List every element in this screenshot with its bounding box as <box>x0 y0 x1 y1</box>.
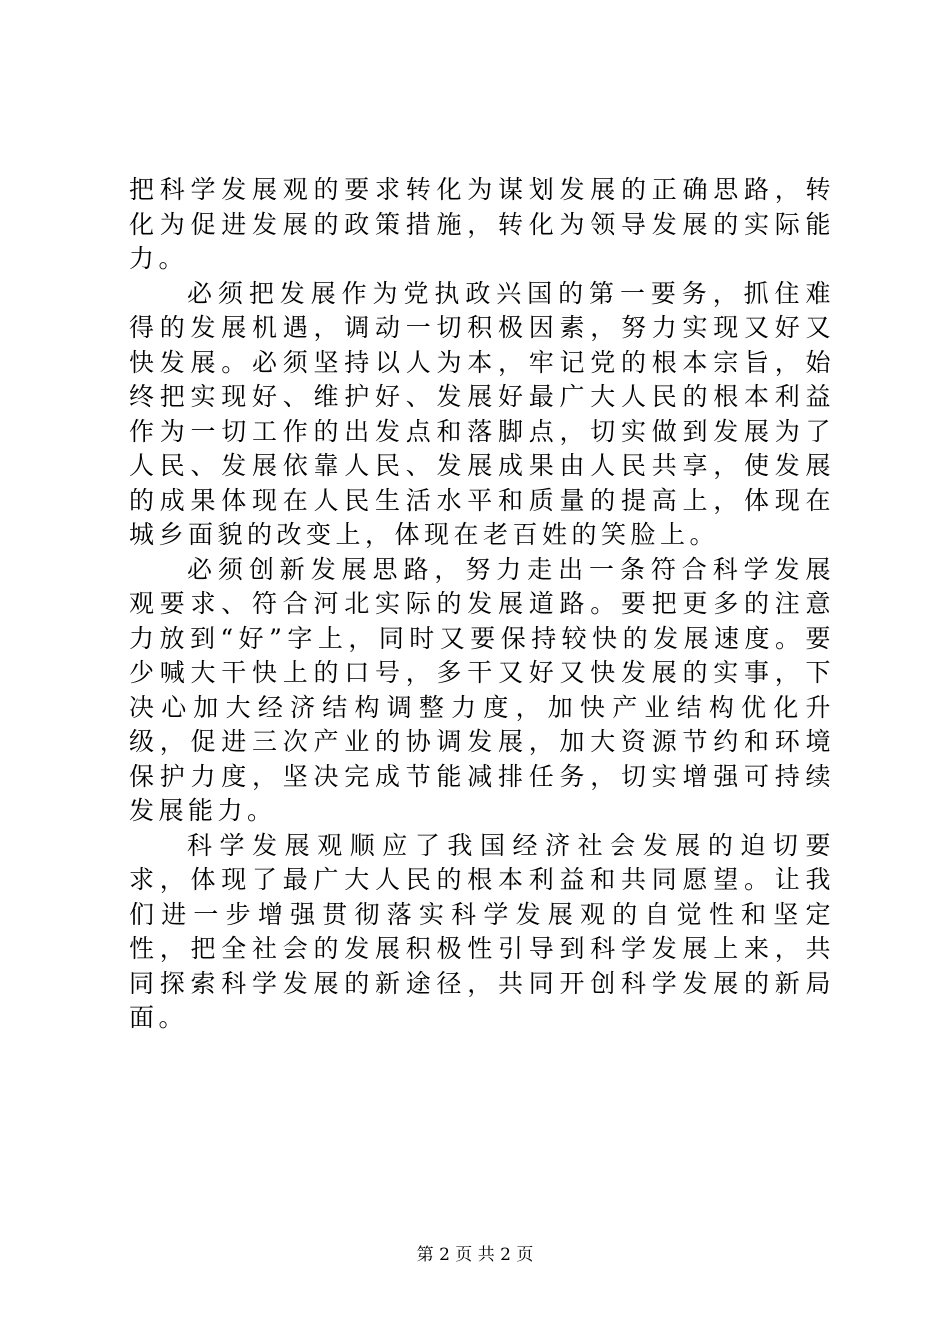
paragraph-development-priority: 必须把发展作为党执政兴国的第一要务，抓住难得的发展机遇，调动一切积极因素，努力实现又好又快发展。必须坚持以人为本，牢记党的根本宗旨，始终把实现好、维护好、发展好最广大人民的根本利益作为一切工作的出发点和落脚点，切实做到发展为了人民、发展依靠人民、发展成果由人民共享，使发展的成果体现在人民生活水平和质量的提高上，体现在城乡面貌的改变上，体现在老百姓的笑脸上。 <box>129 278 835 549</box>
paragraph-conclusion: 科学发展观顺应了我国经济社会发展的迫切要求，体现了最广大人民的根本利益和共同愿望。让我们进一步增强贯彻落实科学发展观的自觉性和坚定性，把全社会的发展积极性引导到科学发展上来，共同探索科学发展的新途径，共同开创科学发展的新局面。 <box>129 830 835 1032</box>
document-body <box>129 173 835 1036</box>
paragraph-continuation: 把科学发展观的要求转化为谋划发展的正确思路，转化为促进发展的政策措施，转化为领导发展的实际能力。 <box>129 175 835 273</box>
page-number-footer: 第 2 页 共 2 页 <box>416 1245 534 1265</box>
paragraph-innovation: 必须创新发展思路，努力走出一条符合科学发展观要求、符合河北实际的发展道路。要把更多的注意力放到“好”字上，同时又要保持较快的发展速度。要少喊大干快上的口号，多干又好又快发展的实事，下决心加大经济结构调整力度，加快产业结构优化升级，促进三次产业的协调发展，加大资源节约和环境保护力度，坚决完成节能减排任务，切实增强可持续发展能力。 <box>129 554 835 825</box>
